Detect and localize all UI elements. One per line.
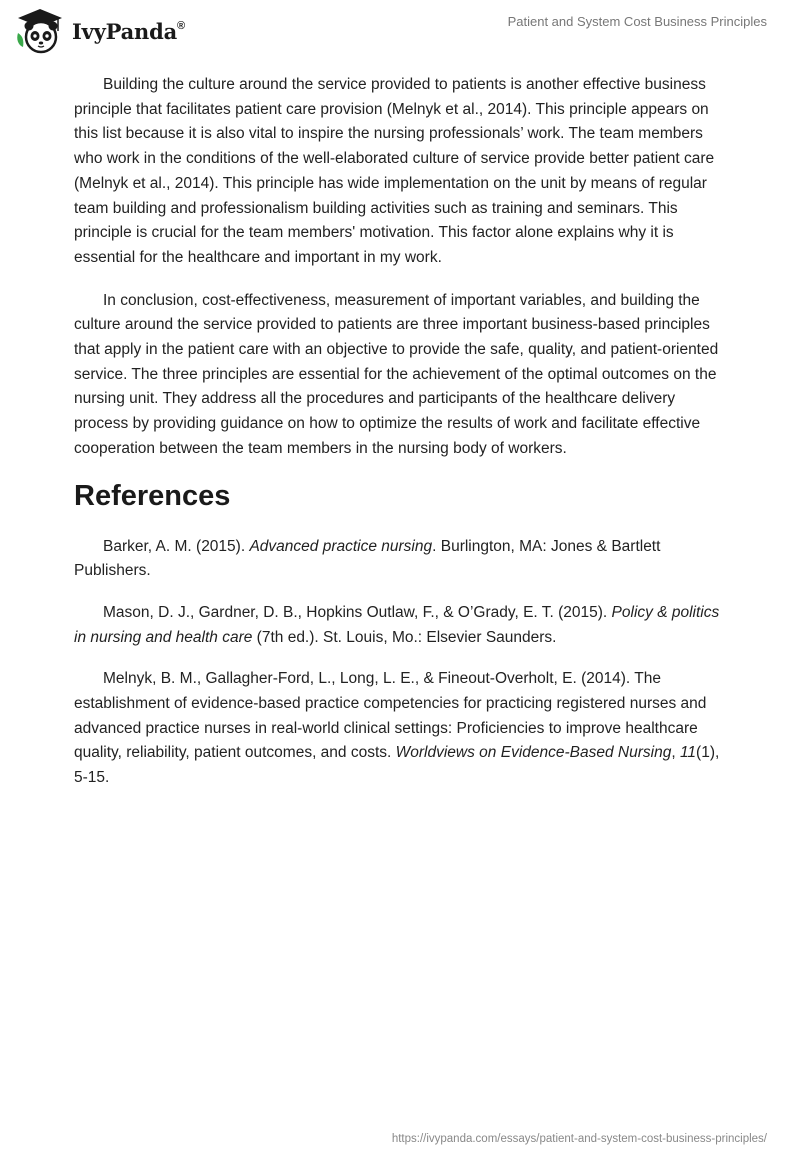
body-paragraph: Building the culture around the service provided to patients is another effective business principle that facilitates patient care provision (Melnyk et al., 2014). This principle appears on this list because it is also vital to inspire the nursing professionals’ work. The team members who work in the conditions of the well-elaborated culture of service provide better patient care (Melnyk et al., 2014). This principle has wide implementation on the unit by means of regular team building and professionalism building activities such as training and seminars. This principle is crucial for the team members' motivation. This factor alone explains why it is essential for the healthcare and important in my work. (74, 76, 715, 266)
page-header (0, 0, 800, 62)
panda-logo-icon (14, 7, 66, 55)
brand-name: IvyPanda® (72, 18, 185, 44)
reference-item: Barker, A. M. (2015). Advanced practice nursing. Burlington, MA: Jones & Bartlett Publishers. (74, 537, 661, 580)
reference-item: Melnyk, B. M., Gallagher-Ford, L., Long, L. E., & Fineout-Overholt, E. (2014). The establishment of evidence-based practice competencies for practicing registered nurses and advanced practice nurses in real-world clinical settings: Proficiencies to improve healthcare quality, reliability, patient outcomes, and costs. Worldviews on Evidence-Based Nursing, 11(1), 5-15. (74, 670, 720, 787)
document-title: Patient and System Cost Business Principles (507, 14, 767, 29)
body-paragraph: In conclusion, cost-effectiveness, measurement of important variables, and building the culture around the service provided to patients are three important business-based principles that apply in the patient care with an objective to provide the safe, quality, and patient-oriented service. The three principles are essential for the achievement of the optimal outcomes on the nursing unit. They address all the procedures and participants of the healthcare delivery process by providing guidance on how to optimize the results of work and facilitate effective cooperation between the team members in the nursing body of workers. (74, 291, 719, 457)
source-url[interactable]: https://ivypanda.com/essays/patient-and-system-cost-business-principles/ (391, 1133, 767, 1145)
references-heading: References (74, 479, 231, 512)
reference-item: Mason, D. J., Gardner, D. B., Hopkins Outlaw, F., & O’Grady, E. T. (2015). Policy & politics in nursing and health care (7th ed.). St. Louis, Mo.: Elsevier Saunders. (74, 603, 720, 646)
ivypanda-logo[interactable] (14, 7, 185, 55)
essay-content (74, 73, 729, 808)
